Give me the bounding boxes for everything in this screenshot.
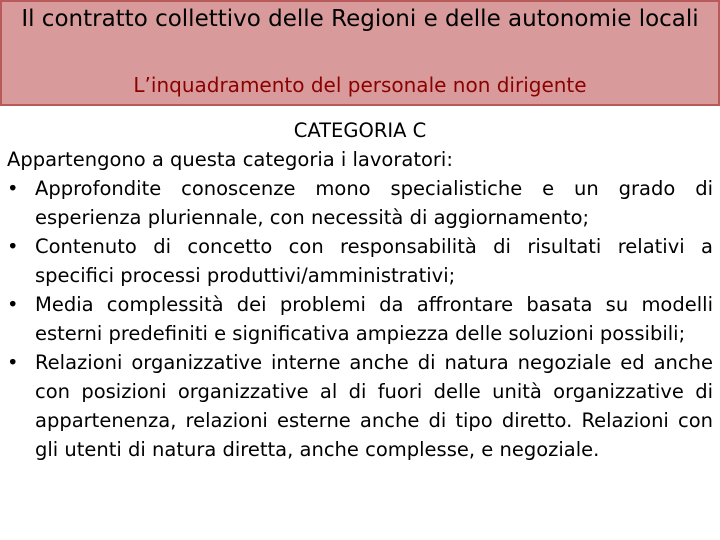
- slide-subtitle: L’inquadramento del personale non dirigente: [133, 73, 587, 97]
- category-heading: CATEGORIA C: [293, 119, 427, 142]
- bullet-item: • Media complessità dei problemi da affrontare basata su modelli esterni predefiniti e significativa ampiezza delle soluzioni possibili;: [7, 290, 713, 348]
- bullet-item: • Relazioni organizzative interne anche di natura negoziale ed anche con posizioni organizzative al di fuori delle unità organizzative di appartenenza, relazioni esterne anche di tipo diretto. Relazioni con gli utenti di natura diretta, anche complesse, e negoziale.: [7, 348, 713, 464]
- slide-body: [7, 116, 713, 464]
- intro-text: Appartengono a questa categoria i lavoratori:: [7, 148, 453, 171]
- bullet-item: • Contenuto di concetto con responsabilità di risultati relativi a specifici processi produttivi/amministrativi;: [7, 232, 713, 290]
- bullet-item: • Approfondite conoscenze mono specialistiche e un grado di esperienza pluriennale, con necessità di aggiornamento;: [7, 174, 713, 232]
- bullet-list: [7, 174, 713, 464]
- slide-title: Il contratto collettivo delle Regioni e delle autonomie locali: [21, 6, 699, 32]
